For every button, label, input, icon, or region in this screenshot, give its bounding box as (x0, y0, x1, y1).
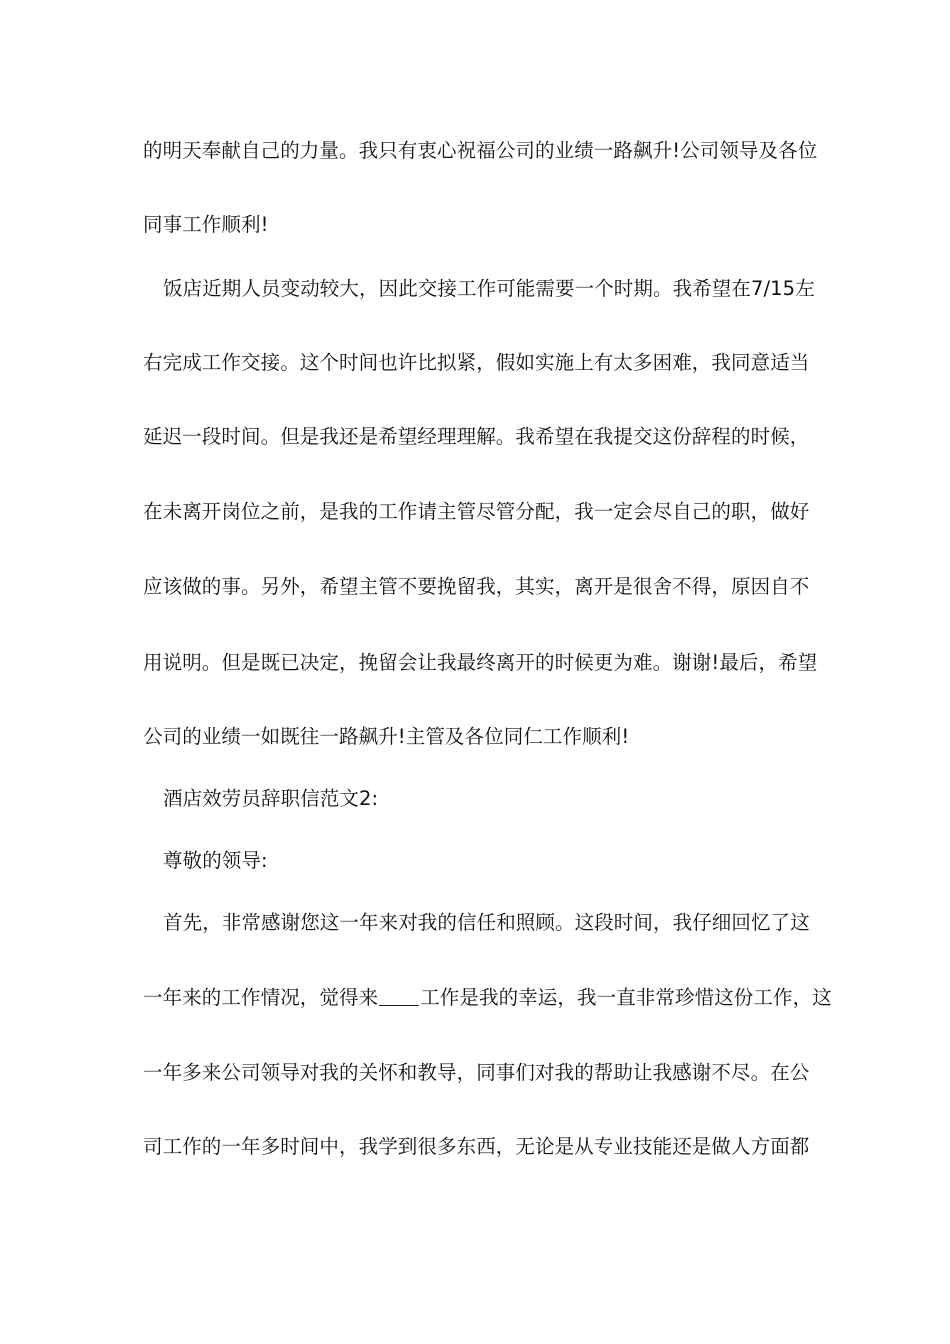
text-line-13 (143, 985, 832, 1011)
section-heading: 酒店效劳员辞职信范文2: (163, 787, 379, 810)
blank-underline (379, 987, 419, 1006)
text-line-13-part-2: 工作是我的幸运，我一直非常珍惜这份工作，这 (420, 986, 832, 1009)
text-line-6: 在未离开岗位之前，是我的工作请主管尽管分配，我一定会尽自己的职，做好 (143, 500, 810, 523)
text-line-5: 延迟一段时间。但是我还是希望经理理解。我希望在我提交这份辞程的时候， (143, 425, 810, 448)
text-line-12: 首先，非常感谢您这一年来对我的信任和照顾。这段时间，我仔细回忆了这 (163, 911, 810, 934)
text-line-1: 的明天奉献自己的力量。我只有衷心祝福公司的业绩一路飙升!公司领导及各位 (143, 139, 818, 162)
text-line-7: 应该做的事。另外，希望主管不要挽留我，其实，离开是很舍不得，原因自不 (143, 575, 810, 598)
text-line-14: 一年多来公司领导对我的关怀和教导，同事们对我的帮助让我感谢不尽。在公 (143, 1061, 810, 1084)
text-line-15: 司工作的一年多时间中，我学到很多东西，无论是从专业技能还是做人方面都 (143, 1135, 810, 1158)
text-line-8: 用说明。但是既已决定，挽留会让我最终离开的时候更为难。谢谢!最后，希望 (143, 651, 818, 674)
text-line-3: 饭店近期人员变动较大，因此交接工作可能需要一个时期。我希望在7/15左 (163, 277, 815, 300)
text-line-2: 同事工作顺利! (143, 213, 269, 236)
text-line-9: 公司的业绩一如既往一路飙升!主管及各位同仁工作顺利! (143, 725, 630, 748)
text-line-4: 右完成工作交接。这个时间也许比拟紧，假如实施上有太多困难，我同意适当 (143, 351, 810, 374)
text-line-13-part-1: 一年来的工作情况，觉得来 (143, 986, 379, 1009)
salutation: 尊敬的领导: (163, 849, 268, 872)
